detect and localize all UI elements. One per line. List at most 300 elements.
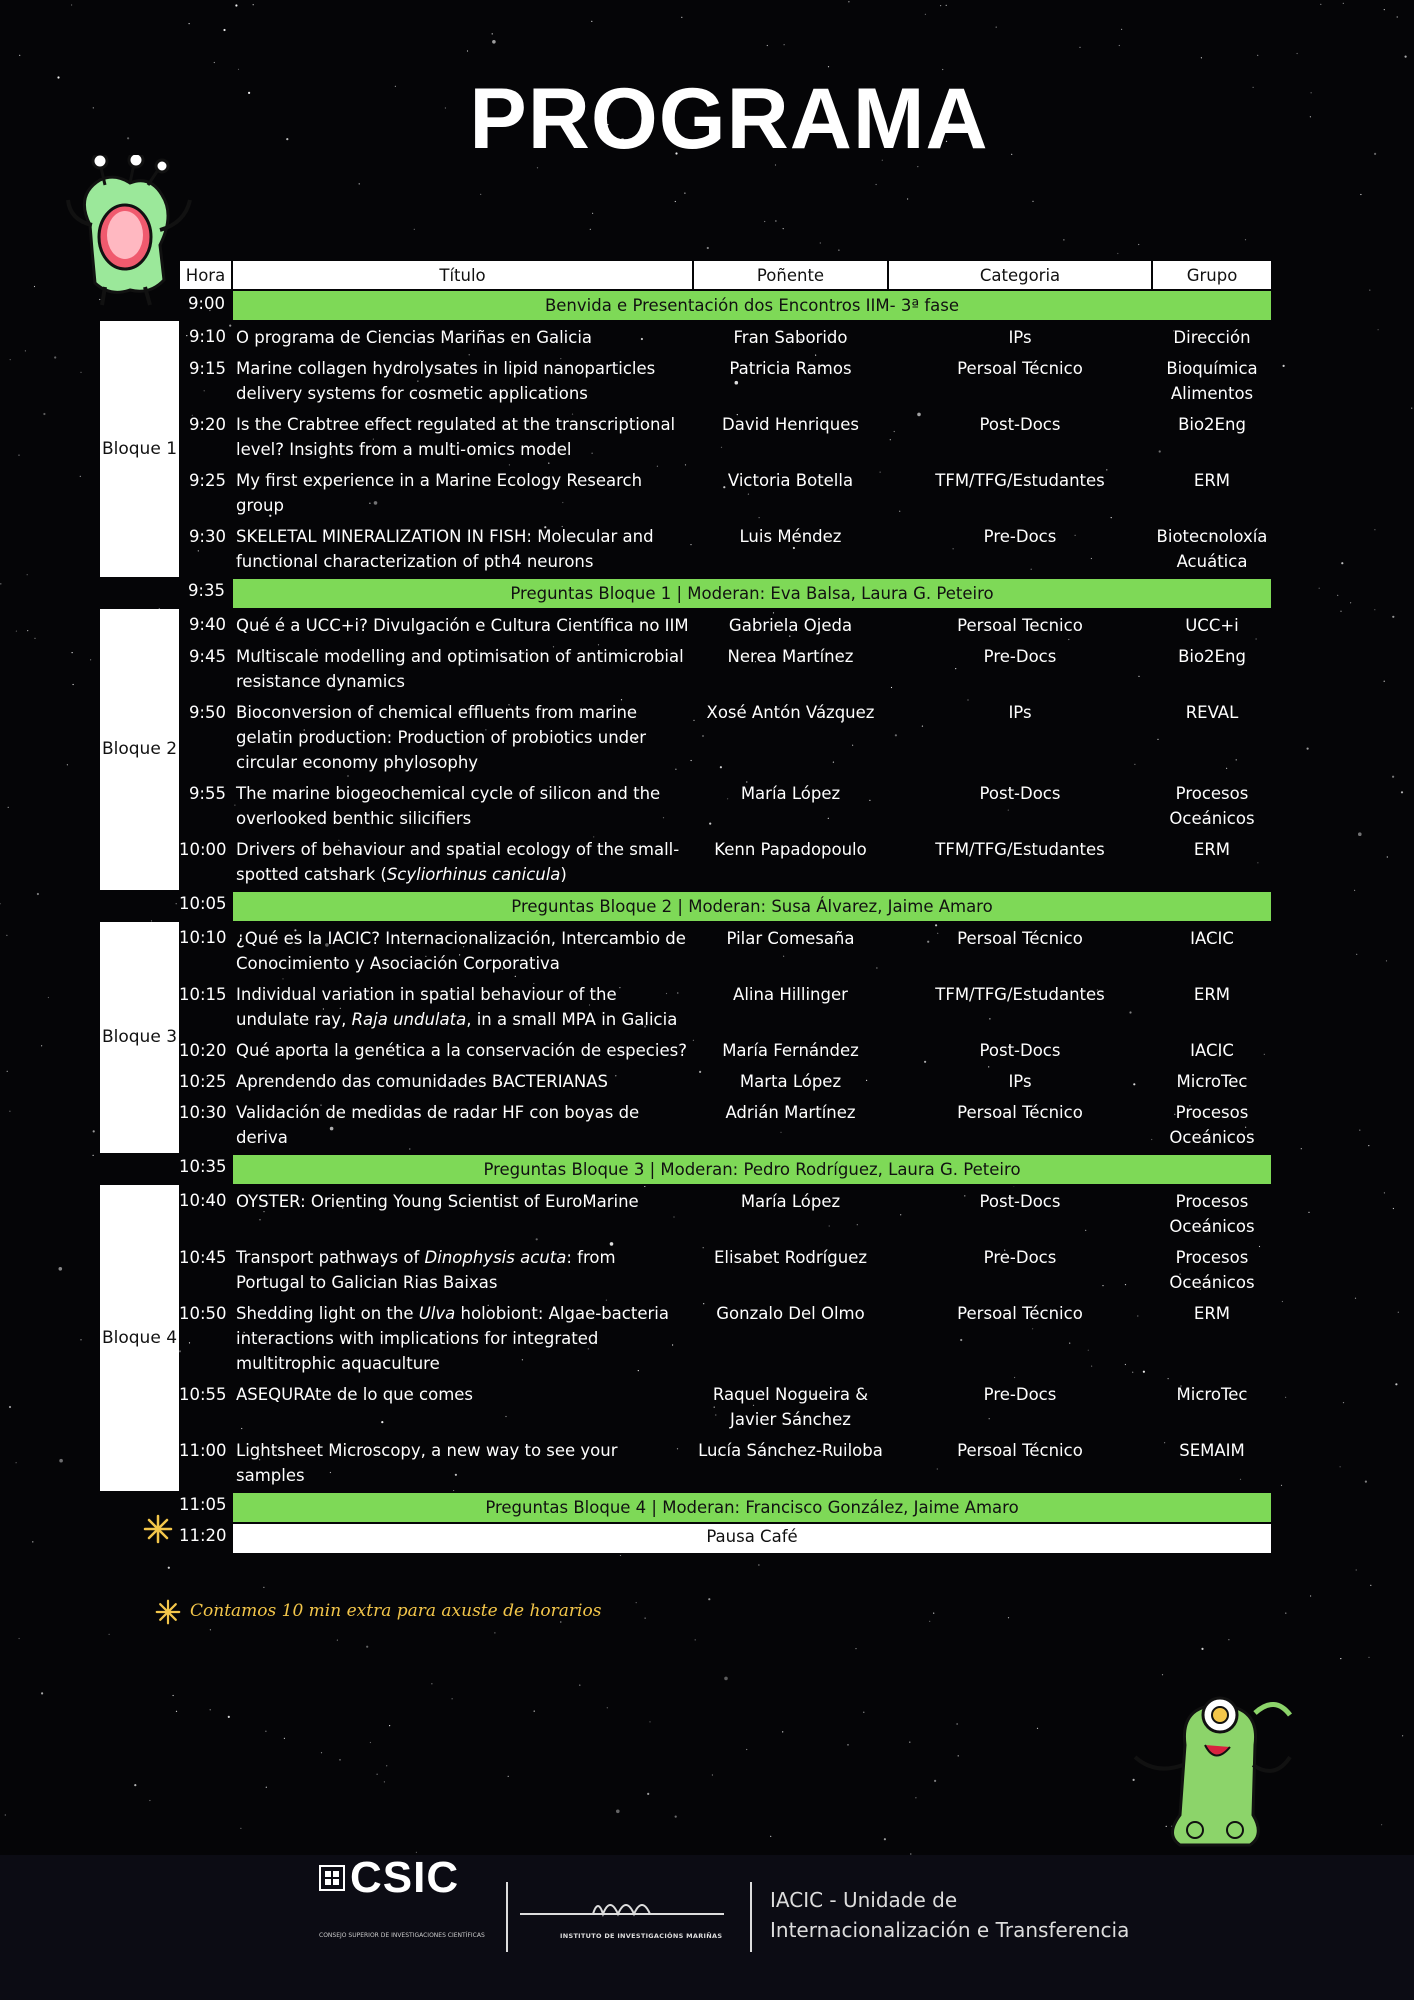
header-grupo: Grupo [1152, 260, 1272, 290]
star-dot [1365, 1481, 1367, 1483]
row-hour: 10:30 [179, 1103, 227, 1122]
star-dot [9, 1406, 11, 1408]
row-speaker: Patricia Ramos [729, 359, 852, 378]
row-hour: 9:25 [188, 471, 226, 490]
star-dot [1337, 595, 1338, 596]
star-dot [591, 21, 592, 22]
row-title: Marine collagen hydrolysates in lipid nanoparticles delivery systems for cosmetic applications [236, 359, 656, 403]
row-category: TFM/TFG/Estudantes [935, 471, 1105, 490]
star-dot [337, 1640, 338, 1641]
row-title: Validación de medidas de radar HF con boyas de deriva [236, 1103, 640, 1147]
star-dot [1355, 1298, 1356, 1299]
row-group: MicroTec [1176, 1072, 1248, 1091]
header-categoria: Categoria [888, 260, 1152, 290]
program-body [100, 290, 1272, 1554]
star-dot [784, 44, 785, 45]
star-dot [782, 1731, 783, 1732]
row-category: TFM/TFG/Estudantes [935, 840, 1105, 859]
star-dot [73, 684, 74, 685]
star-dot [1037, 1728, 1038, 1729]
star-dot [1282, 1301, 1283, 1302]
row-group: Procesos Oceánicos [1169, 1248, 1255, 1292]
star-dot [1392, 776, 1394, 778]
row-title: The marine biogeochemical cycle of silicon and the overlooked benthic silicifiers [236, 784, 661, 828]
star-dot [1121, 29, 1122, 30]
row-category: Post-Docs [979, 415, 1061, 434]
star-dot [1138, 244, 1139, 245]
row-category: Persoal Técnico [957, 1441, 1083, 1460]
star-dot [767, 45, 768, 46]
star-dot [168, 1567, 170, 1569]
block-label: Bloque 3 [100, 922, 179, 1154]
program-row [100, 1242, 1272, 1298]
program-row [100, 609, 1272, 641]
iim-logo-icon [518, 1890, 726, 1920]
questions-hour: 10:35 [179, 1157, 227, 1176]
star-dot [1201, 57, 1202, 58]
star-dot [1384, 1192, 1385, 1193]
star-dot [1032, 201, 1033, 202]
questions-session: Preguntas Bloque 3 | Moderan: Pedro Rodríguez, Laura G. Peteiro [232, 1154, 1272, 1185]
program-row [100, 1435, 1272, 1492]
star-dot [384, 1781, 385, 1782]
star-dot [1201, 1648, 1203, 1650]
program-table [100, 259, 1273, 1555]
row-group: MicroTec [1176, 1385, 1248, 1404]
row-group: Biotecnoloxía Acuática [1156, 527, 1268, 571]
star-dot [909, 1742, 910, 1743]
row-group: ERM [1193, 985, 1231, 1004]
star-dot [7, 1071, 8, 1072]
star-dot [636, 1602, 637, 1603]
star-dot [1297, 53, 1298, 54]
csic-logo-text: CSIC [350, 1853, 460, 1902]
row-hour: 10:25 [179, 1072, 227, 1091]
star-dot [253, 4, 254, 5]
star-dot [235, 4, 237, 6]
star-dot [90, 659, 91, 660]
row-group: ERM [1193, 840, 1231, 859]
program-row [100, 979, 1272, 1035]
star-dot [1320, 4, 1321, 5]
questions-session: Preguntas Bloque 2 | Moderan: Susa Álvarez, Jaime Amaro [232, 891, 1272, 922]
row-title: Lightsheet Microscopy, a new way to see your samples [236, 1441, 618, 1485]
welcome-session: Benvida e Presentación dos Encontros IIM- 3ª fase [232, 290, 1272, 321]
footer-band [0, 1855, 1414, 2000]
star-dot [1340, 1658, 1341, 1659]
star-dot [93, 1155, 94, 1156]
star-dot [266, 1787, 267, 1788]
row-category: Persoal Técnico [957, 1304, 1083, 1323]
star-dot [1384, 9, 1385, 10]
star-dot [1301, 1148, 1302, 1149]
star-dot [80, 372, 81, 373]
star-dot [1307, 748, 1309, 750]
star-dot [214, 62, 215, 63]
star-dot [1162, 1674, 1163, 1675]
program-row [100, 1097, 1272, 1154]
star-dot [907, 198, 908, 199]
star-dot [223, 29, 225, 31]
program-row [100, 1298, 1272, 1379]
star-dot [67, 764, 68, 765]
star-dot [1340, 611, 1341, 612]
star-dot [59, 1267, 63, 1271]
star-dot [1319, 588, 1320, 589]
star-dot [240, 1828, 241, 1829]
star-dot [1354, 890, 1355, 891]
star-dot [1378, 329, 1379, 330]
star-dot [940, 5, 941, 6]
star-dot [41, 1045, 42, 1046]
star-dot [1398, 1312, 1399, 1313]
row-group: Dirección [1173, 328, 1251, 347]
star-dot [764, 221, 765, 222]
program-row [100, 697, 1272, 778]
row-title: Multiscale modelling and optimisation of antimicrobial resistance dynamics [236, 647, 684, 691]
star-dot [1350, 602, 1351, 603]
header-ponente: Poñente [693, 260, 888, 290]
star-dot [93, 1130, 95, 1132]
program-row [100, 1379, 1272, 1435]
row-category: Pre-Docs [983, 647, 1057, 666]
star-dot [1374, 529, 1375, 530]
star-dot [149, 1800, 150, 1801]
star-dot [695, 1639, 696, 1640]
row-speaker: Elisabet Rodríguez [713, 1248, 868, 1267]
star-dot [1368, 1657, 1369, 1658]
program-row [100, 353, 1272, 409]
star-dot [1395, 1383, 1397, 1385]
row-hour: 10:55 [179, 1385, 227, 1404]
row-speaker: Xosé Antón Vázquez [706, 703, 875, 722]
star-dot [847, 1744, 848, 1745]
star-dot [173, 1695, 174, 1696]
star-dot [884, 1838, 886, 1840]
star-dot [1228, 1639, 1229, 1640]
star-dot [339, 1759, 340, 1760]
star-dot [915, 1797, 916, 1798]
star-dot [32, 1541, 33, 1542]
questions-hour: 11:05 [179, 1495, 227, 1514]
row-hour: 9:45 [188, 647, 226, 666]
footer-divider-2 [750, 1882, 752, 1952]
row-speaker: Nerea Martínez [727, 647, 854, 666]
star-dot [1392, 616, 1394, 618]
star-dot [681, 17, 682, 18]
row-hour: 10:10 [179, 928, 227, 947]
star-dot [863, 1712, 864, 1713]
star-dot [746, 1749, 747, 1750]
row-title: Qué é a UCC+i? Divulgación e Cultura Científica no IIM [236, 616, 689, 635]
row-title: SKELETAL MINERALIZATION IN FISH: Molecular and functional characterization of pth4 neurons [236, 527, 654, 571]
row-hour: 9:15 [188, 359, 226, 378]
star-dot [1384, 681, 1385, 682]
row-speaker: Gonzalo Del Olmo [716, 1304, 865, 1323]
star-dot [16, 631, 17, 632]
row-speaker: Gabriela Ojeda [728, 616, 853, 635]
program-row [100, 1066, 1272, 1097]
star-dot [590, 229, 591, 230]
star-dot [647, 1793, 649, 1795]
star-dot [607, 1707, 608, 1708]
star-dot [1405, 56, 1407, 58]
star-dot [27, 574, 28, 575]
star-dot [1008, 1617, 1009, 1618]
row-speaker: Fran Saborido [733, 328, 848, 347]
row-hour: 10:00 [179, 840, 227, 859]
iacic-line-1: IACIC - Unidade de [770, 1888, 958, 1912]
asterisk-star-icon [143, 1514, 173, 1544]
star-dot [1369, 290, 1370, 291]
row-title: Bioconversion of chemical effluents from marine gelatin production: Production of probiotics under circular economy phylosophy [236, 703, 647, 772]
star-dot [27, 630, 28, 631]
star-dot [321, 1752, 322, 1753]
row-category: Persoal Tecnico [957, 616, 1083, 635]
schedule-note: Contamos 10 min extra para axuste de horarios [190, 1601, 602, 1621]
star-dot [1308, 1212, 1309, 1213]
star-dot [370, 1742, 371, 1743]
row-category: Persoal Técnico [957, 929, 1083, 948]
row-title: Drivers of behaviour and spatial ecology of the small-spotted catshark (Scyliorhinus canicula) [236, 840, 680, 884]
row-hour: 10:15 [179, 985, 227, 1004]
star-dot [494, 1632, 495, 1633]
note-asterisk-icon [155, 1599, 181, 1625]
row-group: IACIC [1190, 1041, 1234, 1060]
row-hour: 10:50 [179, 1304, 227, 1323]
star-dot [758, 1564, 759, 1565]
star-dot [560, 1621, 561, 1622]
questions-hour: 10:05 [179, 894, 227, 913]
welcome-hour: 9:00 [187, 294, 225, 313]
star-dot [0, 583, 1, 584]
star-dot [724, 1677, 728, 1681]
row-hour: 9:30 [188, 527, 226, 546]
star-dot [1285, 1613, 1286, 1614]
row-hour: 9:40 [188, 615, 226, 634]
row-hour: 10:40 [179, 1191, 227, 1210]
row-category: IPs [1008, 328, 1032, 347]
row-group: UCC+i [1185, 616, 1239, 635]
star-dot [6, 935, 7, 936]
star-dot [284, 1738, 285, 1739]
questions-session: Preguntas Bloque 4 | Moderan: Francisco González, Jaime Amaro [232, 1492, 1272, 1523]
row-hour: 9:20 [188, 415, 226, 434]
star-dot [8, 807, 9, 808]
row-title: ¿Qué es la IACIC? Internacionalización, Intercambio de Conocimiento y Asociación Corporativa [236, 929, 686, 973]
star-dot [1341, 562, 1343, 564]
row-title: Transport pathways of Dinophysis acuta: from Portugal to Galician Rias Baixas [236, 1248, 616, 1292]
star-dot [19, 1638, 20, 1639]
row-speaker: Luis Méndez [739, 527, 842, 546]
star-dot [848, 1, 849, 2]
row-title: ASEQURAte de lo que comes [236, 1385, 474, 1404]
star-dot [386, 1765, 387, 1766]
star-dot [1397, 16, 1398, 17]
star-dot [1343, 3, 1344, 4]
star-dot [1386, 960, 1387, 961]
row-title: Is the Crabtree effect regulated at the transcriptional level? Insights from a multi-omics model [236, 415, 676, 459]
row-group: REVAL [1185, 703, 1239, 722]
csic-emblem-icon [318, 1858, 346, 1898]
star-dot [1245, 239, 1246, 240]
star-dot [467, 50, 468, 51]
star-dot [1283, 365, 1285, 367]
star-dot [492, 40, 496, 44]
star-dot [508, 1776, 509, 1777]
star-dot [5, 1814, 6, 1815]
star-dot [431, 1683, 432, 1684]
star-dot [59, 1459, 63, 1463]
row-speaker: María López [740, 784, 841, 803]
row-category: Post-Docs [979, 1041, 1061, 1060]
row-title: OYSTER: Orienting Young Scientist of EuroMarine [236, 1192, 639, 1211]
star-dot [592, 213, 593, 214]
row-group: SEMAIM [1179, 1441, 1245, 1460]
star-dot [72, 652, 73, 653]
star-dot [645, 1618, 646, 1619]
row-group: ERM [1193, 1304, 1231, 1323]
star-dot [134, 1784, 136, 1786]
star-dot [228, 1716, 230, 1718]
row-speaker: Marta López [739, 1072, 842, 1091]
star-dot [80, 1339, 81, 1340]
row-category: Post-Docs [979, 784, 1061, 803]
star-dot [492, 33, 493, 34]
header-hora: Hora [179, 260, 232, 290]
row-group: Bio2Eng [1178, 647, 1246, 666]
row-category: Persoal Técnico [957, 1103, 1083, 1122]
star-dot [1281, 1485, 1282, 1486]
questions-hour: 9:35 [187, 581, 225, 600]
row-speaker: María López [740, 1192, 841, 1211]
star-dot [957, 1723, 958, 1724]
star-dot [1401, 791, 1403, 793]
star-dot [1387, 856, 1388, 857]
green-alien-cyclops-icon [1125, 1685, 1305, 1855]
star-dot [1356, 1569, 1357, 1570]
row-title: Qué aporta la genética a la conservación de especies? [236, 1041, 687, 1060]
star-dot [452, 1698, 453, 1699]
row-hour: 9:50 [188, 703, 226, 722]
row-category: Post-Docs [979, 1192, 1061, 1211]
star-dot [684, 193, 685, 194]
block-label: Bloque 1 [100, 321, 179, 578]
row-speaker: Victoria Botella [727, 471, 854, 490]
star-dot [838, 250, 839, 251]
program-row [100, 521, 1272, 578]
pause-session: Pausa Café [232, 1523, 1272, 1554]
row-category: Pre-Docs [983, 1248, 1057, 1267]
star-dot [377, 1774, 378, 1775]
row-group: Procesos Oceánicos [1169, 784, 1255, 828]
star-dot [675, 1816, 677, 1818]
program-row [100, 409, 1272, 465]
iacic-line-2: Internacionalización e Transferencia [770, 1918, 1130, 1942]
iacic-unit-name [770, 1885, 1129, 1945]
star-dot [1411, 408, 1412, 409]
star-dot [37, 893, 39, 895]
star-dot [1393, 1208, 1394, 1209]
star-dot [712, 1774, 713, 1775]
row-group: IACIC [1190, 929, 1234, 948]
star-dot [1374, 609, 1375, 610]
star-dot [1340, 1466, 1341, 1467]
star-dot [1381, 1824, 1382, 1825]
block-label: Bloque 4 [100, 1185, 179, 1492]
star-dot [0, 903, 1, 904]
star-dot [707, 247, 709, 249]
star-dot [925, 14, 926, 15]
program-row [100, 1035, 1272, 1066]
star-dot [770, 1836, 771, 1837]
star-dot [933, 1613, 934, 1614]
star-dot [265, 1731, 266, 1732]
star-dot [41, 1692, 43, 1694]
star-dot [1117, 253, 1118, 254]
star-dot [616, 1810, 620, 1814]
star-dot [929, 1621, 930, 1622]
star-dot [43, 413, 45, 415]
star-dot [16, 1462, 17, 1463]
row-speaker: David Henriques [722, 415, 859, 434]
row-category: TFM/TFG/Estudantes [935, 985, 1105, 1004]
program-row [100, 778, 1272, 834]
star-dot [1063, 239, 1064, 240]
row-speaker: Pilar Comesaña [726, 929, 855, 948]
star-dot [708, 1598, 710, 1600]
star-dot [775, 220, 776, 221]
block-label: Bloque 2 [100, 609, 179, 891]
program-row [100, 321, 1272, 353]
star-dot [176, 1711, 177, 1712]
program-row [100, 465, 1272, 521]
row-title: My first experience in a Marine Ecology Research group [236, 471, 643, 515]
star-dot [1356, 954, 1357, 955]
questions-session: Preguntas Bloque 1 | Moderan: Eva Balsa, Laura G. Peteiro [232, 578, 1272, 609]
star-dot [1360, 194, 1361, 195]
star-dot [9, 1111, 10, 1112]
row-category: IPs [1008, 703, 1032, 722]
row-group: Bio2Eng [1178, 415, 1246, 434]
star-dot [210, 1629, 211, 1630]
star-dot [934, 1780, 936, 1782]
star-dot [109, 1634, 110, 1635]
star-dot [649, 1721, 650, 1722]
star-dot [189, 23, 190, 24]
row-hour: 10:20 [179, 1041, 227, 1060]
row-category: Pre-Docs [983, 1385, 1057, 1404]
star-dot [1370, 1585, 1371, 1586]
star-dot [366, 1646, 368, 1648]
row-group: Procesos Oceánicos [1169, 1103, 1255, 1147]
star-dot [1257, 55, 1258, 56]
program-row [100, 922, 1272, 979]
row-hour: 11:00 [179, 1441, 227, 1460]
star-dot [996, 27, 997, 28]
star-dot [10, 359, 11, 360]
star-dot [820, 242, 821, 243]
row-group: Bioquímica Alimentos [1166, 359, 1258, 403]
pause-hour: 11:20 [179, 1526, 227, 1545]
star-dot [1402, 1735, 1403, 1736]
star-dot [263, 1587, 264, 1588]
star-dot [1285, 1397, 1286, 1398]
program-row [100, 834, 1272, 891]
star-dot [71, 4, 72, 5]
row-category: Persoal Técnico [957, 359, 1083, 378]
row-category: Pre-Docs [983, 527, 1057, 546]
